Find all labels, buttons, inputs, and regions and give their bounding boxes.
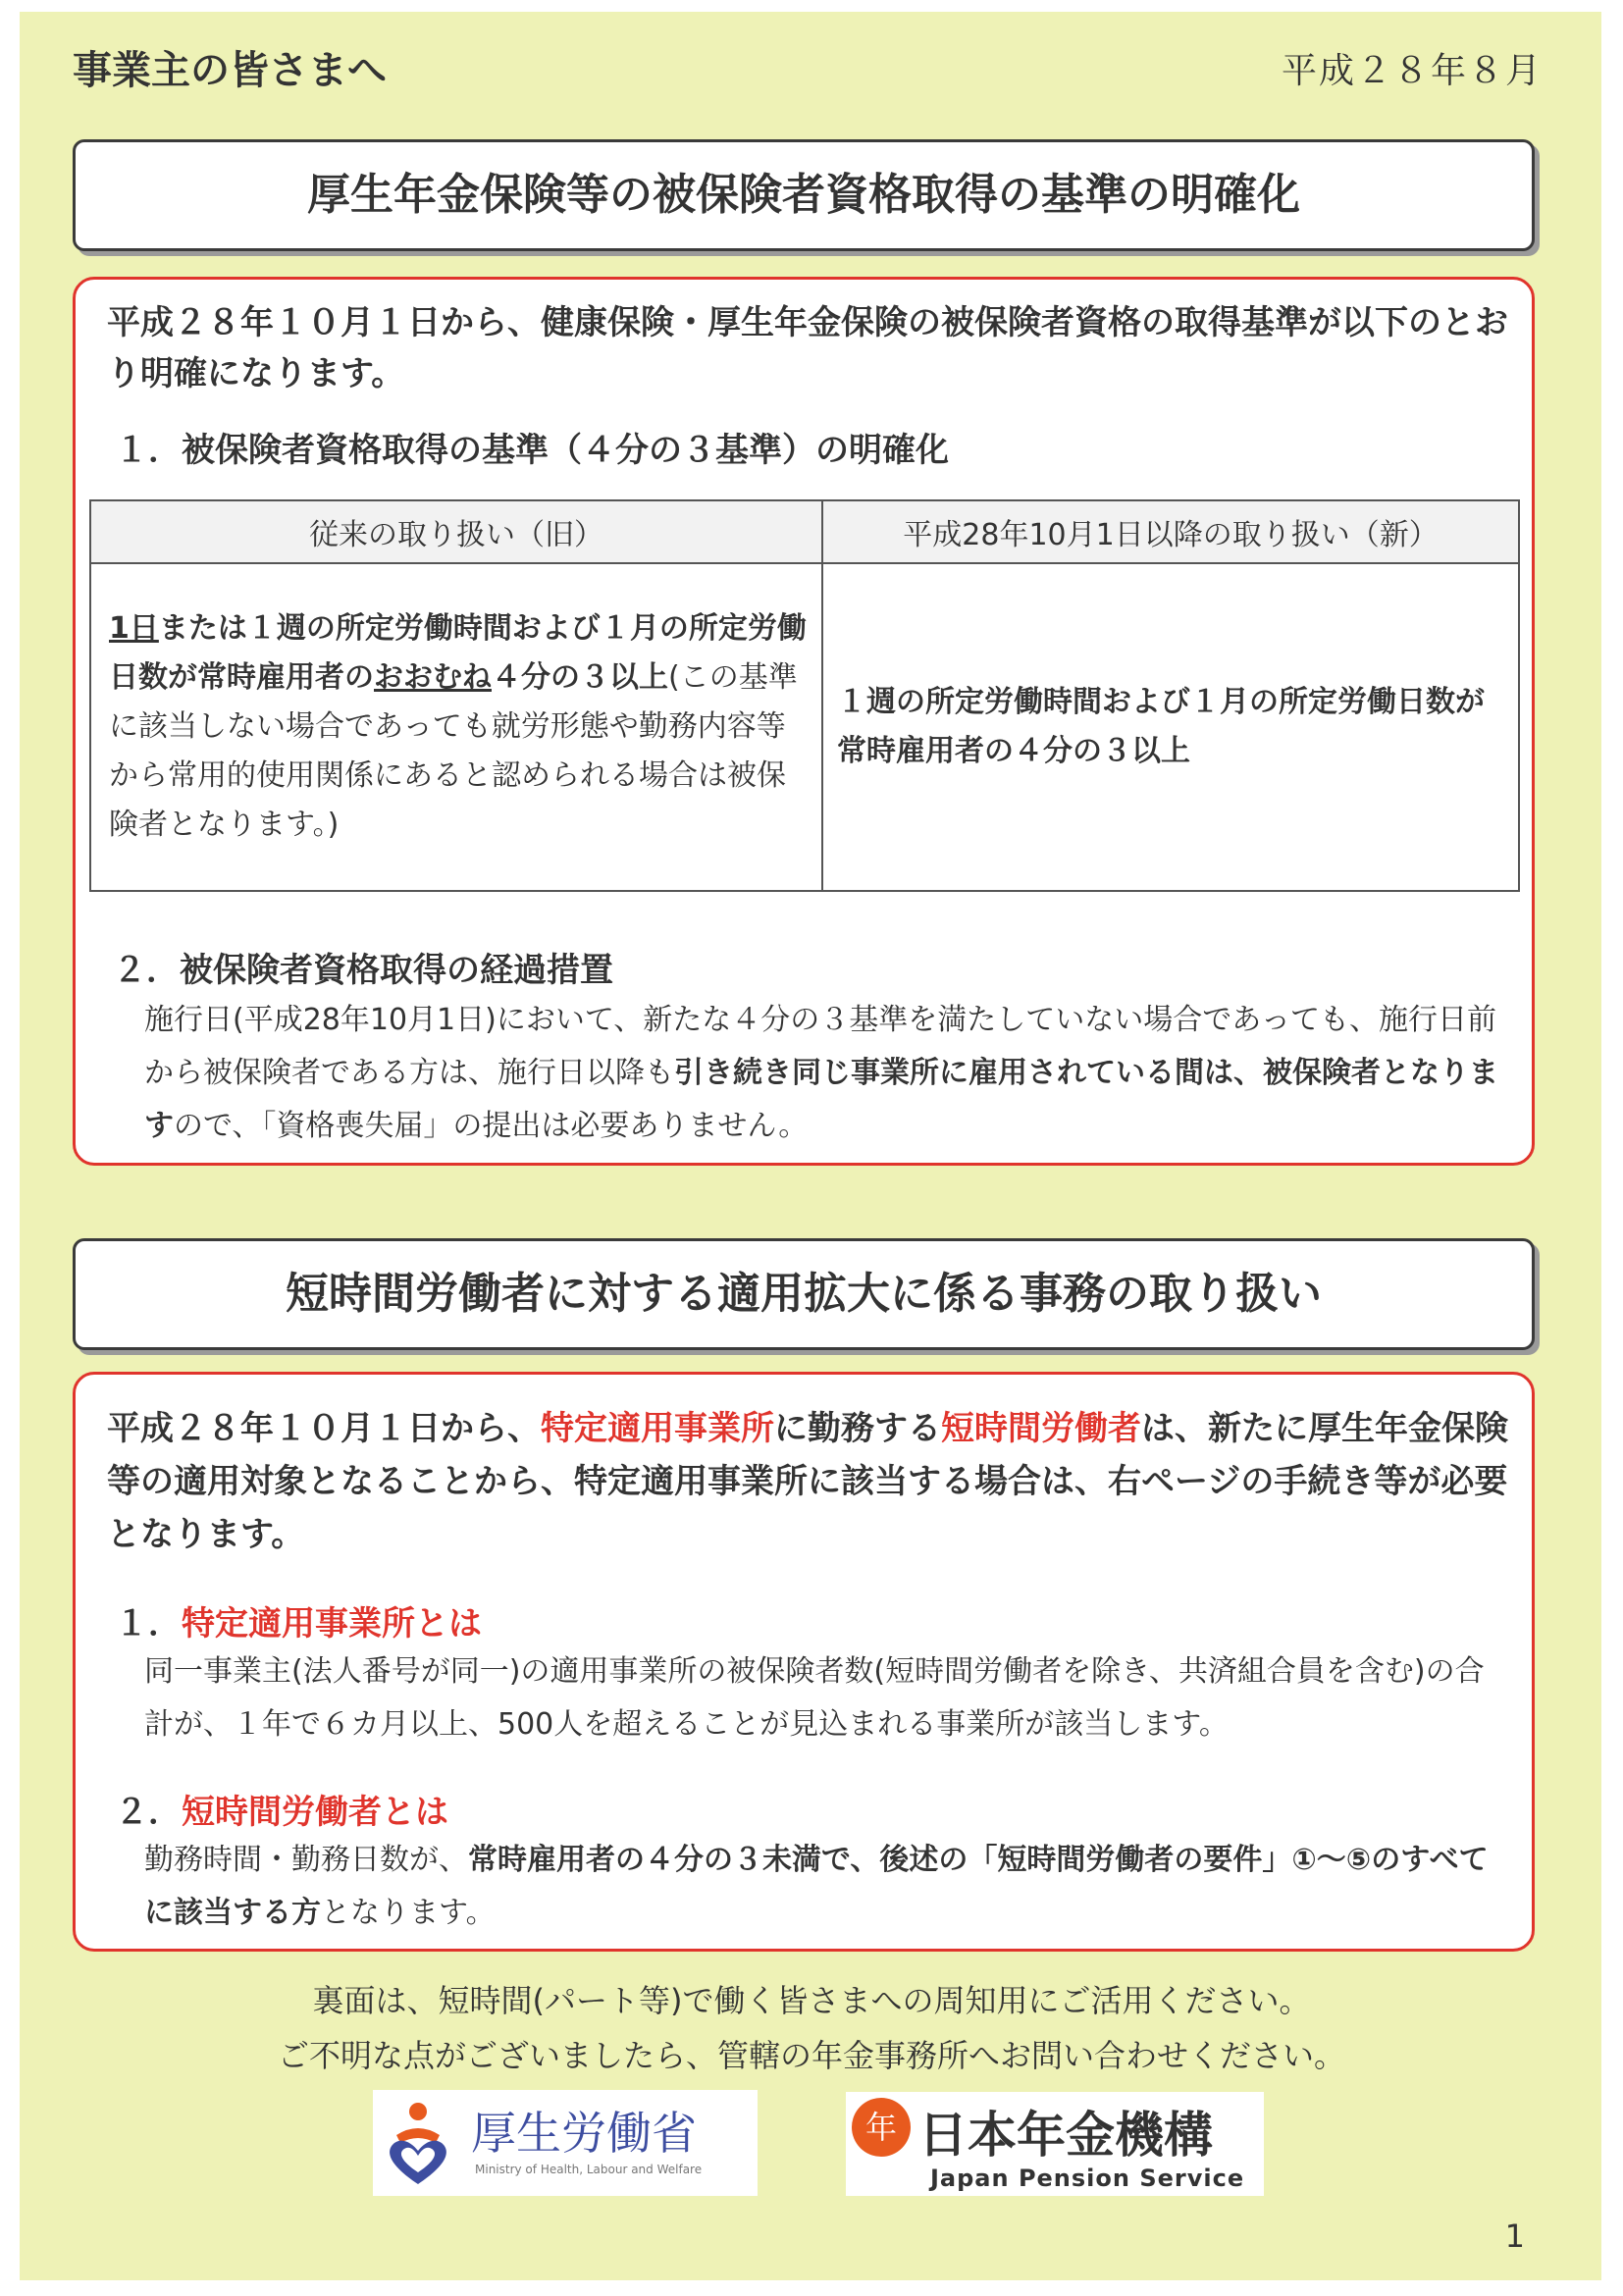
mhlw-logo xyxy=(373,2090,758,2196)
old-rule-part: または１週の所定労働時間および１月の所定労働日数が常時雇用者の xyxy=(109,611,807,695)
section1-title: 厚生年金保険等の被保険者資格取得の基準の明確化 xyxy=(73,139,1535,251)
svg-text:年: 年 xyxy=(864,2109,898,2146)
mhlw-name: 厚生労働省 xyxy=(471,2107,697,2160)
criteria-comparison-table xyxy=(89,499,1520,892)
table-cell-old xyxy=(90,563,822,891)
jps-name: 日本年金機構 xyxy=(918,2107,1213,2164)
section1-lead: 平成２８年１０月１日から、健康保険・厚生年金保険の被保険者資格の取得基準が以下のとおり明確になります。 xyxy=(107,303,1508,393)
body-text: 勤務時間・勤務日数が、 xyxy=(144,1843,468,1877)
jps-logo xyxy=(846,2092,1264,2196)
item-number: ２． xyxy=(115,1793,182,1832)
table-header-new: 平成28年10月1日以降の取り扱い（新） xyxy=(822,500,1519,563)
table-header-old: 従来の取り扱い（旧） xyxy=(90,500,822,563)
section1-item2-body xyxy=(144,994,1508,1153)
jps-emblem-icon xyxy=(850,2096,913,2159)
lead-text: に勤務する xyxy=(774,1409,941,1448)
section2-item2-body xyxy=(144,1834,1508,1940)
lead-highlight: 短時間労働者 xyxy=(941,1409,1141,1448)
footer-note-2: ご不明な点がございましたら、管轄の年金事務所へお問い合わせください。 xyxy=(277,2037,1345,2074)
section1-item2-heading: ２．被保険者資格取得の経過措置 xyxy=(113,951,613,990)
audience-heading: 事業主の皆さまへ xyxy=(73,48,387,93)
mhlw-english: Ministry of Health, Labour and Welfare xyxy=(475,2163,703,2176)
page-number: 1 xyxy=(1504,2218,1525,2255)
body-text: 施行日(平成28年10月1日)において、新たな４分の３基準を満たしていない場合であっても、施行日前から被保険者である方は、施行日以降も xyxy=(144,1003,1496,1090)
issue-date: 平成２８年８月 xyxy=(1281,51,1543,91)
footer-note-1: 裏面は、短時間(パート等)で働く皆さまへの周知用にご活用ください。 xyxy=(312,1982,1311,2019)
section2-lead xyxy=(107,1402,1508,1561)
section1-box xyxy=(73,277,1535,1166)
old-rule-part: ４分の３以上 xyxy=(492,660,668,695)
item-number: １． xyxy=(115,1604,182,1644)
lead-text: は、新たに厚生年金保険等の適用対象となることから、特定適用事業所に該当する場合は、右ページの手続き等が必要となります。 xyxy=(107,1409,1508,1554)
section1-item1-heading: １．被保険者資格取得の基準（４分の３基準）の明確化 xyxy=(115,431,949,470)
section2-item1-heading xyxy=(115,1596,482,1644)
old-rule-part: 1日 xyxy=(109,611,159,646)
section2-item2-heading xyxy=(115,1785,448,1833)
body-text: ので、「資格喪失届」の提出は必要ありません。 xyxy=(174,1109,809,1143)
table-cell-new: １週の所定労働時間および１月の所定労働日数が常時雇用者の４分の３以上 xyxy=(822,563,1519,891)
mhlw-emblem-icon xyxy=(379,2094,467,2192)
section2-box xyxy=(73,1372,1535,1952)
body-text-bold: 常時雇用者の４分の３未満で、後述の「短時間労働者の要件」①～⑤のすべてに該当する方 xyxy=(144,1843,1489,1930)
section2-item1-body: 同一事業主(法人番号が同一)の適用事業所の被保険者数(短時間労働者を除き、共済組合員を含む)の合計が、１年で６カ月以上、500人を超えることが見込まれる事業所が該当します。 xyxy=(144,1654,1485,1742)
lead-highlight: 特定適用事業所 xyxy=(541,1409,774,1448)
jps-english: Japan Pension Service xyxy=(930,2165,1245,2192)
item-heading-text: 特定適用事業所とは xyxy=(182,1604,482,1644)
body-text-bold: 引き続き同じ事業所に雇用されている間は、被保険者となります xyxy=(144,1056,1498,1143)
item-heading-text: 短時間労働者とは xyxy=(182,1793,448,1832)
section2-title: 短時間労働者に対する適用拡大に係る事務の取り扱い xyxy=(73,1238,1535,1350)
old-rule-part: おおむね xyxy=(374,660,492,695)
body-text: となります。 xyxy=(321,1896,496,1930)
old-rule-note: (この基準に該当しない場合であっても就労形態や勤務内容等から常用的使用関係にあると認められる場合は被保険者となります。) xyxy=(109,660,798,842)
lead-text: 平成２８年１０月１日から、 xyxy=(107,1409,541,1448)
